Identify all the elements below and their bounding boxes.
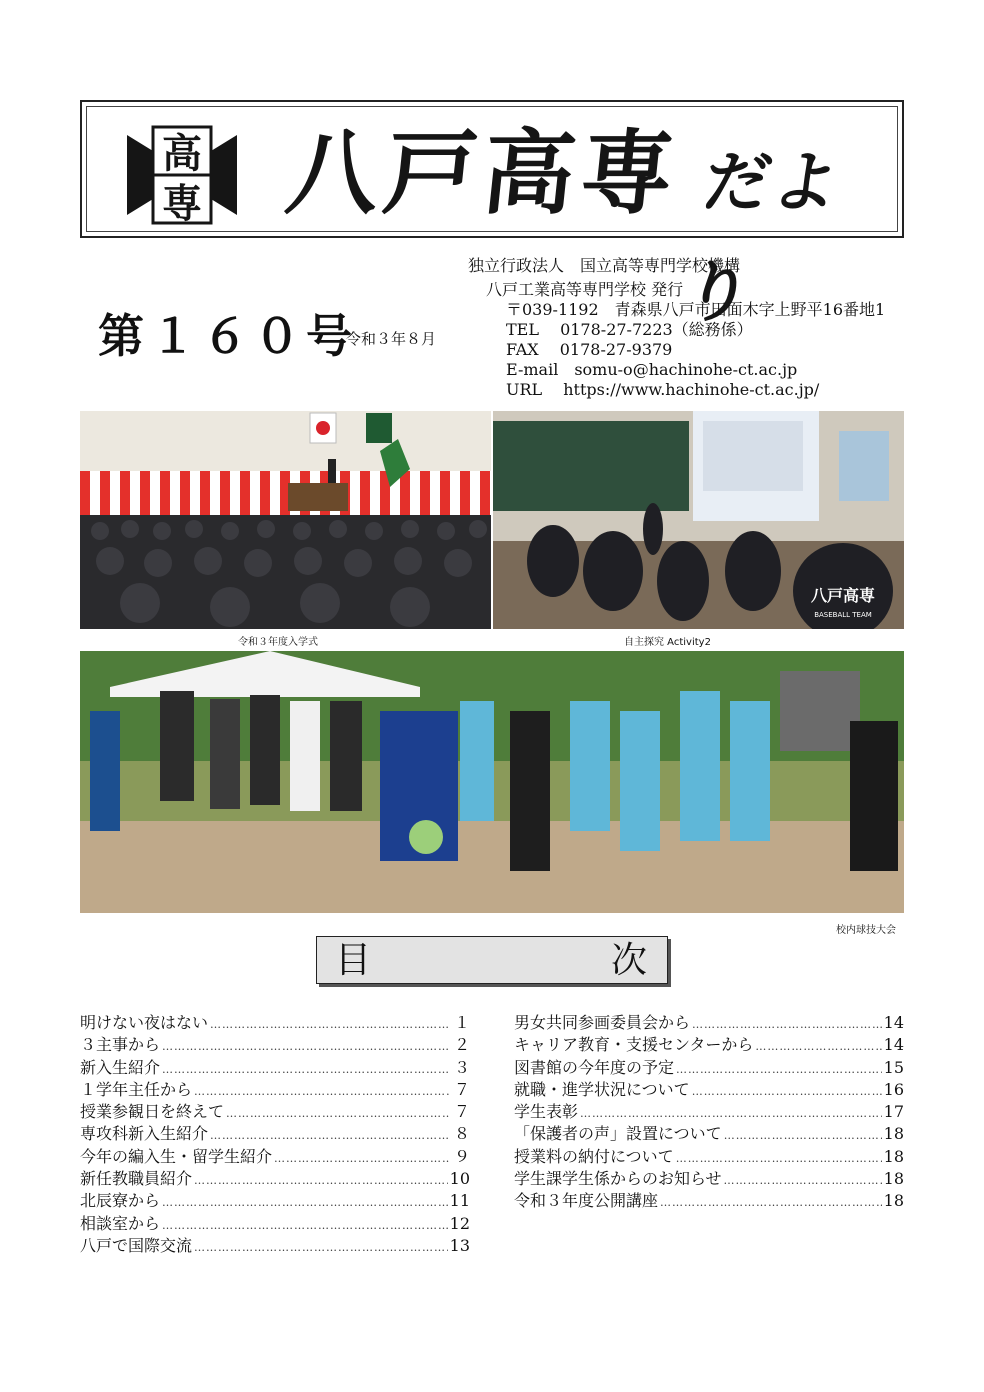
- toc-leader-dots: [194, 1237, 448, 1259]
- toc-item: [80, 1012, 470, 1034]
- publisher-email: E-mail somu-o@hachinohe-ct.ac.jp: [506, 360, 798, 379]
- toc-item-title: 令和３年度公開講座: [514, 1191, 659, 1211]
- toc-item-title: キャリア教育・支援センターから: [514, 1035, 754, 1055]
- toc-leader-dots: [194, 1170, 448, 1192]
- toc-item-page: 18: [883, 1146, 904, 1166]
- toc-item-page: １: [453, 1013, 470, 1032]
- publisher-url: URL https://www.hachinohe-ct.ac.jp/: [506, 380, 820, 399]
- toc-item-title: 今年の編入生・留学生紹介: [80, 1146, 273, 1166]
- toc-item-title: 学生課学生係からのお知らせ: [514, 1169, 722, 1189]
- toc-left-column: [80, 1012, 470, 1257]
- toc-leader-dots: [724, 1125, 882, 1147]
- photo-entrance-ceremony: [80, 411, 491, 629]
- toc-item-title: 授業参観日を終えて: [80, 1102, 225, 1122]
- toc-leader-dots: [274, 1148, 450, 1170]
- toc-leader-dots: [162, 1059, 450, 1081]
- toc-item-page: 10: [449, 1169, 470, 1189]
- toc-item: [514, 1079, 904, 1101]
- toc-item-title: 相談室から: [80, 1213, 161, 1233]
- toc-item-title: 男女共同参画委員会から: [514, 1013, 691, 1032]
- publisher-tel: TEL 0178-27-7223（総務係）: [506, 320, 753, 339]
- toc-item-title: 就職・進学状況について: [514, 1079, 690, 1099]
- toc-item: [80, 1034, 470, 1056]
- toc-item: [80, 1146, 470, 1168]
- toc-item-title: １学年主任から: [80, 1079, 193, 1099]
- toc-item-page: 17: [883, 1102, 904, 1122]
- toc-item-title: 学生表彰: [514, 1102, 579, 1122]
- toc-item: [80, 1101, 470, 1123]
- toc-item: [514, 1190, 904, 1212]
- toc-leader-dots: [676, 1059, 882, 1081]
- caption-classroom-activity: 自主探究 Activity2: [624, 637, 711, 648]
- toc-item-page: 18: [883, 1169, 904, 1189]
- toc-item-page: 11: [449, 1191, 470, 1211]
- classroom-illustration: [493, 411, 904, 629]
- sports-tournament-illustration: [80, 651, 904, 913]
- school-logo: [127, 121, 237, 229]
- red-white-curtain: [80, 471, 491, 515]
- toc-item-page: ８: [453, 1124, 470, 1144]
- toc-item: [514, 1057, 904, 1079]
- toc-item-title: 新任教職員紹介: [80, 1169, 193, 1189]
- toc-item-page: 18: [883, 1191, 904, 1211]
- toc-right-column: [514, 1012, 904, 1213]
- toc-item-page: ７: [453, 1079, 470, 1099]
- toc-heading-left: 目: [335, 940, 372, 981]
- logo-char-bottom: 専: [162, 181, 202, 227]
- logo-char-top: 高: [162, 131, 202, 177]
- newsletter-title: 八戸高専: [281, 119, 685, 227]
- toc-item-title: 図書館の今年度の予定: [514, 1057, 675, 1077]
- toc-leader-dots: [210, 1125, 450, 1147]
- toc-item: [80, 1190, 470, 1212]
- newsletter-subtitle: だより: [678, 143, 848, 331]
- issue-number: 第１６０号: [98, 309, 358, 363]
- issue-date: 令和３年８月: [346, 330, 437, 348]
- toc-leader-dots: [226, 1103, 450, 1125]
- toc-item: [514, 1034, 904, 1056]
- toc-leader-dots: [194, 1081, 450, 1103]
- toc-item-page: 14: [883, 1035, 904, 1055]
- photo-sports-tournament: [80, 651, 904, 913]
- publisher-school: 八戸工業高等専門学校 発行: [486, 280, 684, 299]
- toc-item-page: 18: [883, 1124, 904, 1144]
- toc-leader-dots: [162, 1192, 448, 1214]
- toc-item-title: 新入生紹介: [80, 1057, 161, 1077]
- caption-entrance-ceremony: 令和３年度入学式: [238, 637, 318, 648]
- toc-item-page: 14: [883, 1013, 904, 1032]
- toc-leader-dots: [162, 1036, 450, 1058]
- toc-item-title: 北辰寮から: [80, 1191, 161, 1211]
- caption-sports-tournament: 校内球技大会: [836, 925, 896, 936]
- entrance-ceremony-illustration: [80, 411, 491, 629]
- shirt-subtext: BASEBALL TEAM: [814, 611, 872, 619]
- toc-leader-dots: [580, 1103, 882, 1125]
- toc-item-page: 16: [883, 1079, 904, 1099]
- toc-item: [80, 1123, 470, 1145]
- photo-classroom-activity: [493, 411, 904, 629]
- toc-item-title: 明けない夜はない: [80, 1013, 209, 1032]
- toc-leader-dots: [724, 1170, 882, 1192]
- toc-item: [514, 1168, 904, 1190]
- toc-item-page: 15: [883, 1057, 904, 1077]
- publisher-org: 独立行政法人 国立高等専門学校機構: [468, 256, 741, 275]
- publisher-fax: FAX 0178-27-9379: [506, 340, 673, 359]
- toc-heading-right: 次: [611, 940, 648, 981]
- toc-item: [514, 1012, 904, 1034]
- toc-item-page: ３: [453, 1057, 470, 1077]
- toc-item: [80, 1213, 470, 1235]
- toc-item: [514, 1146, 904, 1168]
- shirt-text: 八戸高専: [810, 586, 876, 605]
- toc-item-title: 八戸で国際交流: [80, 1235, 193, 1255]
- toc-item: [80, 1057, 470, 1079]
- toc-item: [80, 1168, 470, 1190]
- toc-heading: [316, 936, 668, 984]
- toc-item-title: 「保護者の声」設置について: [514, 1124, 722, 1144]
- toc-item-page: 13: [449, 1235, 470, 1255]
- toc-leader-dots: [755, 1036, 881, 1058]
- toc-item: [514, 1123, 904, 1145]
- toc-item-title: 授業料の納付について: [514, 1146, 674, 1166]
- toc-leader-dots: [676, 1148, 882, 1170]
- toc-item: [80, 1235, 470, 1257]
- toc-leader-dots: [162, 1215, 448, 1237]
- toc-item-title: ３主事から: [80, 1035, 161, 1055]
- toc-item-page: ９: [453, 1146, 470, 1166]
- toc-item-title: 専攻科新入生紹介: [80, 1124, 209, 1144]
- toc-item-page: 12: [449, 1213, 470, 1233]
- toc-item: [514, 1101, 904, 1123]
- toc-item-page: ７: [453, 1102, 470, 1122]
- toc-leader-dots: [210, 1014, 450, 1036]
- toc-item-page: ２: [453, 1035, 470, 1055]
- toc-leader-dots: [660, 1192, 882, 1214]
- toc-item: [80, 1079, 470, 1101]
- toc-leader-dots: [692, 1014, 882, 1036]
- toc-leader-dots: [692, 1081, 882, 1103]
- publisher-address: 〒039-1192 青森県八戸市田面木字上野平16番地1: [506, 300, 886, 319]
